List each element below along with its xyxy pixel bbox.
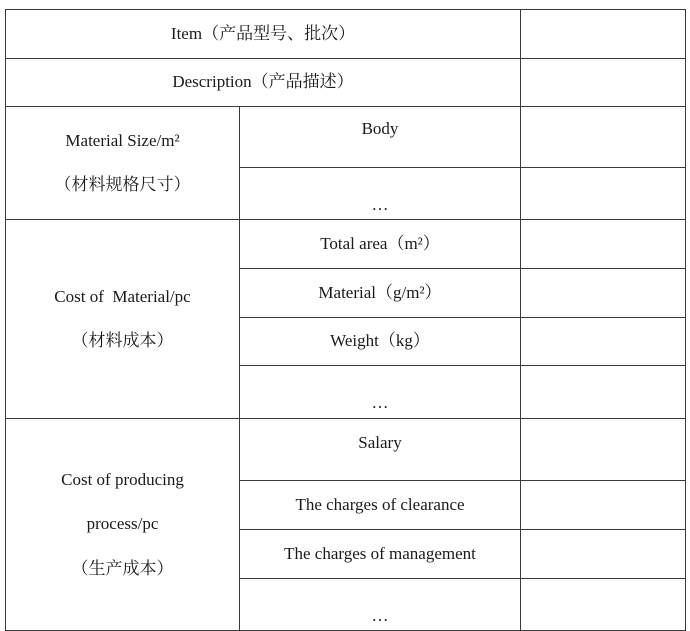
material-size-item-ellipsis — [240, 167, 521, 220]
cost-producing-group-label — [6, 418, 240, 630]
cost-material-value-ellipsis[interactable] — [521, 366, 686, 419]
ellipsis-text: … — [371, 194, 389, 214]
table-row-cost-producing-salary — [6, 418, 686, 481]
cost-producing-value-salary[interactable] — [521, 418, 686, 481]
cost-material-item-total-area: Total area（m²） — [240, 220, 521, 269]
cost-material-value-material[interactable] — [521, 268, 686, 317]
material-size-group-label — [6, 107, 240, 220]
cost-producing-label-en-2: process/pc — [86, 514, 159, 534]
cost-producing-value-management[interactable] — [521, 529, 686, 578]
cost-material-value-total-area[interactable] — [521, 220, 686, 269]
cost-material-label-en: Cost of Material/pc — [54, 286, 191, 306]
cost-producing-value-ellipsis[interactable] — [521, 578, 686, 631]
cost-producing-label-en-1: Cost of producing — [61, 469, 184, 489]
material-size-label-en: Material Size/m² — [65, 130, 180, 150]
cost-producing-item-management: The charges of management — [240, 529, 521, 578]
cost-producing-item-clearance: The charges of clearance — [240, 481, 521, 530]
material-size-value-ellipsis[interactable] — [521, 167, 686, 220]
description-label-cell: Description（产品描述） — [6, 58, 521, 107]
table-row-item — [6, 10, 686, 59]
description-value-cell[interactable] — [521, 58, 686, 107]
item-label-cell: Item（产品型号、批次） — [6, 10, 521, 59]
ellipsis-text: … — [371, 393, 389, 413]
material-size-value-body[interactable] — [521, 107, 686, 168]
material-size-item-body: Body — [240, 107, 521, 168]
cost-material-label-cn: （材料成本） — [71, 331, 174, 351]
ellipsis-text: … — [371, 605, 389, 625]
table-row-description — [6, 58, 686, 107]
cost-material-item-weight: Weight（kg） — [240, 317, 521, 366]
material-size-label-cn: （材料规格尺寸） — [54, 175, 191, 195]
cost-material-item-ellipsis — [240, 366, 521, 419]
cost-material-item-material: Material（g/m²） — [240, 268, 521, 317]
cost-material-value-weight[interactable] — [521, 317, 686, 366]
cost-producing-item-ellipsis — [240, 578, 521, 631]
cost-producing-value-clearance[interactable] — [521, 481, 686, 530]
cost-producing-item-salary: Salary — [240, 418, 521, 481]
table-row-material-size-body — [6, 107, 686, 168]
cost-producing-label-cn: （生产成本） — [71, 558, 174, 578]
table-row-cost-material-total-area — [6, 220, 686, 269]
cost-material-group-label — [6, 220, 240, 418]
cost-breakdown-table — [5, 9, 686, 631]
item-value-cell[interactable] — [521, 10, 686, 59]
